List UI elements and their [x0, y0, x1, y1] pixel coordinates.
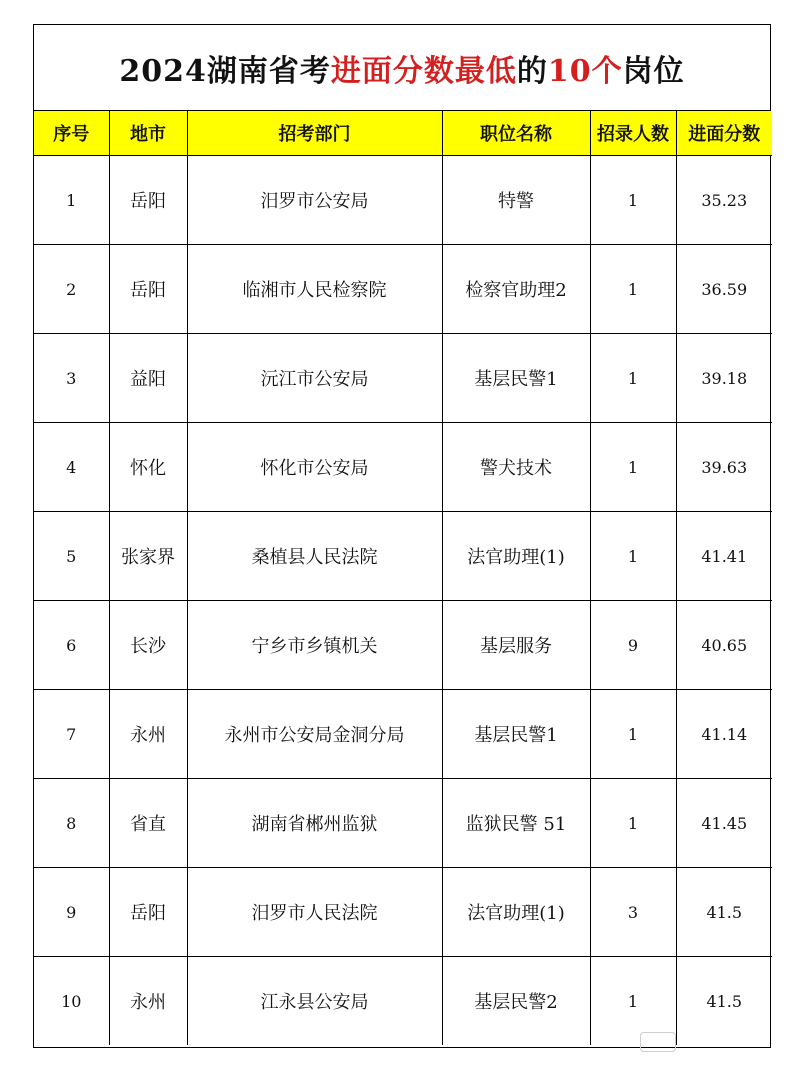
- cell-city: 永州: [109, 957, 187, 1046]
- cell-department: 临湘市人民检察院: [187, 245, 442, 334]
- cell-index: 2: [34, 245, 109, 334]
- header-index: 序号: [34, 111, 109, 156]
- title-prefix: 2024湖南省考: [119, 53, 331, 89]
- cell-hires: 1: [590, 512, 676, 601]
- cell-index: 6: [34, 601, 109, 690]
- cell-index: 3: [34, 334, 109, 423]
- cell-score: 41.5: [676, 957, 772, 1046]
- cell-index: 9: [34, 868, 109, 957]
- cell-index: 8: [34, 779, 109, 868]
- cell-position: 警犬技术: [442, 423, 590, 512]
- cell-department: 桑植县人民法院: [187, 512, 442, 601]
- title-highlight-count: 10个: [547, 53, 623, 89]
- table-row: [34, 512, 772, 601]
- cell-department: 江永县公安局: [187, 957, 442, 1046]
- cell-city: 永州: [109, 690, 187, 779]
- cell-score: 41.41: [676, 512, 772, 601]
- positions-table: [34, 111, 772, 1045]
- cell-position: 基层服务: [442, 601, 590, 690]
- cell-index: 10: [34, 957, 109, 1046]
- cell-city: 益阳: [109, 334, 187, 423]
- cell-hires: 3: [590, 868, 676, 957]
- table-row: [34, 601, 772, 690]
- cell-department: 汨罗市人民法院: [187, 868, 442, 957]
- cell-score: 41.14: [676, 690, 772, 779]
- title-highlight-lowest: 进面分数最低: [330, 53, 517, 89]
- title-suffix: 岗位: [622, 53, 685, 89]
- cell-hires: 9: [590, 601, 676, 690]
- cell-index: 5: [34, 512, 109, 601]
- header-hires: 招录人数: [590, 111, 676, 156]
- cell-position: 基层民警1: [442, 690, 590, 779]
- table-row: [34, 779, 772, 868]
- cell-position: 基层民警1: [442, 334, 590, 423]
- header-score: 进面分数: [676, 111, 772, 156]
- cell-hires: 1: [590, 957, 676, 1046]
- watermark-logo-icon: [640, 1032, 676, 1052]
- cell-hires: 1: [590, 690, 676, 779]
- table-row: [34, 690, 772, 779]
- cell-city: 省直: [109, 779, 187, 868]
- cell-score: 35.23: [676, 156, 772, 245]
- cell-score: 40.65: [676, 601, 772, 690]
- cell-city: 岳阳: [109, 156, 187, 245]
- cell-department: 宁乡市乡镇机关: [187, 601, 442, 690]
- cell-city: 张家界: [109, 512, 187, 601]
- cell-position: 特警: [442, 156, 590, 245]
- cell-index: 7: [34, 690, 109, 779]
- table-row: [34, 156, 772, 245]
- cell-hires: 1: [590, 423, 676, 512]
- table-row: [34, 868, 772, 957]
- cell-city: 岳阳: [109, 868, 187, 957]
- table-row: [34, 334, 772, 423]
- table-row: [34, 245, 772, 334]
- cell-position: 法官助理(1): [442, 512, 590, 601]
- table-header-row: [34, 111, 772, 156]
- cell-score: 41.5: [676, 868, 772, 957]
- cell-score: 39.18: [676, 334, 772, 423]
- cell-position: 监狱民警 51: [442, 779, 590, 868]
- cell-score: 41.45: [676, 779, 772, 868]
- header-city: 地市: [109, 111, 187, 156]
- header-position: 职位名称: [442, 111, 590, 156]
- cell-index: 4: [34, 423, 109, 512]
- title-middle: 的: [516, 53, 548, 89]
- cell-city: 怀化: [109, 423, 187, 512]
- cell-score: 39.63: [676, 423, 772, 512]
- cell-position: 检察官助理2: [442, 245, 590, 334]
- cell-hires: 1: [590, 156, 676, 245]
- cell-department: 怀化市公安局: [187, 423, 442, 512]
- cell-hires: 1: [590, 779, 676, 868]
- cell-city: 岳阳: [109, 245, 187, 334]
- watermark: [640, 1031, 770, 1053]
- cell-department: 永州市公安局金洞分局: [187, 690, 442, 779]
- header-department: 招考部门: [187, 111, 442, 156]
- score-table-sheet: [33, 24, 771, 1048]
- cell-department: 汨罗市公安局: [187, 156, 442, 245]
- table-row: [34, 423, 772, 512]
- cell-department: 湖南省郴州监狱: [187, 779, 442, 868]
- cell-hires: 1: [590, 245, 676, 334]
- cell-city: 长沙: [109, 601, 187, 690]
- cell-position: 法官助理(1): [442, 868, 590, 957]
- cell-index: 1: [34, 156, 109, 245]
- cell-department: 沅江市公安局: [187, 334, 442, 423]
- cell-position: 基层民警2: [442, 957, 590, 1046]
- cell-hires: 1: [590, 334, 676, 423]
- cell-score: 36.59: [676, 245, 772, 334]
- page-title: [34, 25, 770, 111]
